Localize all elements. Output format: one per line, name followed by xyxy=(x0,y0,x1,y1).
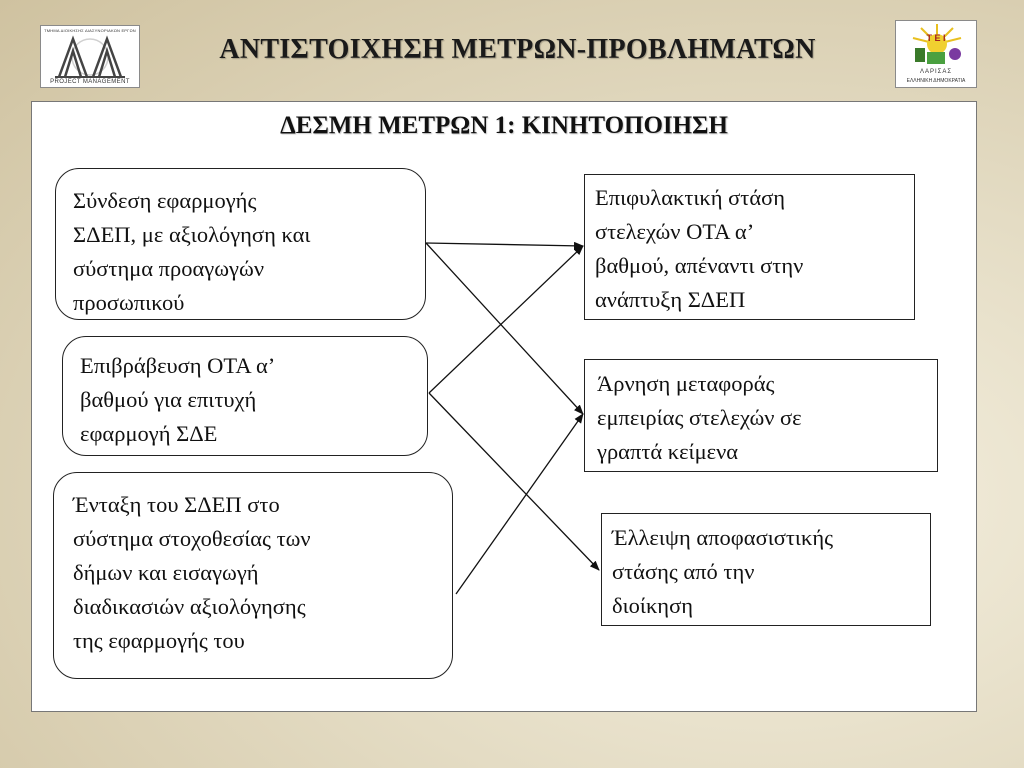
measure-box-3 xyxy=(53,472,453,679)
tei-larissa-logo xyxy=(895,20,977,88)
measure-2-line: βαθμού για επιτυχή xyxy=(80,387,257,412)
left-logo-top-text: ΤΜΗΜΑ ΔΙΟΙΚΗΣΗΣ ΔΙΑΣΥΝΟΡΙΑΚΩΝ ΕΡΓΩΝ xyxy=(44,28,136,33)
measure-3-line: διαδικασιών αξιολόγησης xyxy=(73,594,306,619)
problem-box-3 xyxy=(601,513,931,626)
problem-1-line: Επιφυλακτική στάση xyxy=(595,185,785,210)
measure-1-line: σύστημα προαγωγών xyxy=(73,256,264,281)
problem-box-1 xyxy=(584,174,915,320)
measure-1-line: ΣΔΕΠ, με αξιολόγηση και xyxy=(73,222,311,247)
problem-3-line: Έλλειψη αποφασιστικής xyxy=(612,525,834,550)
measure-2-line: Επιβράβευση ΟΤΑ α’ xyxy=(80,353,276,378)
panel-heading: ΔΕΣΜΗ ΜΕΤΡΩΝ 1: ΚΙΝΗΤΟΠΟΙΗΣΗ xyxy=(280,112,728,139)
measure-1-line: προσωπικού xyxy=(73,290,185,315)
measure-3-line: της εφαρμογής του xyxy=(73,628,245,653)
problem-2-line: γραπτά κείμενα xyxy=(597,439,739,464)
measure-3-line: δήμων και εισαγωγή xyxy=(73,560,259,585)
problem-1-line: βαθμού, απέναντι στην xyxy=(595,253,804,278)
problem-2-line: εμπειρίας στελεχών σε xyxy=(597,405,802,430)
problem-2-line: Άρνηση μεταφοράς xyxy=(597,371,775,396)
tei-initials: Τ Ε Ι xyxy=(926,33,946,43)
project-management-logo xyxy=(40,25,140,88)
measure-2-line: εφαρμογή ΣΔΕ xyxy=(80,421,218,446)
tei-caption: ΕΛΛΗΝΙΚΗ ΔΗΜΟΚΡΑΤΙΑ xyxy=(906,78,966,84)
problem-1-line: στελεχών ΟΤΑ α’ xyxy=(595,219,755,244)
measure-1-line: Σύνδεση εφαρμογής xyxy=(73,188,257,213)
measure-box-2 xyxy=(62,336,428,456)
problem-1-line: ανάπτυξη ΣΔΕΠ xyxy=(595,287,746,312)
measure-3-line: Ένταξη του ΣΔΕΠ στο xyxy=(73,492,280,517)
measure-box-1 xyxy=(55,168,426,320)
measure-3-line: σύστημα στοχοθεσίας των xyxy=(73,526,311,551)
problem-3-line: διοίκηση xyxy=(612,593,693,618)
tei-sun-emblem-icon xyxy=(897,22,977,68)
problem-3-line: στάσης από την xyxy=(612,559,755,584)
tei-city: ΛΑΡΙΣΑΣ xyxy=(919,69,953,75)
delta-delta-logo-icon xyxy=(41,33,139,81)
left-logo-caption: PROJECT MANAGEMENT xyxy=(50,79,130,85)
slide-title: ΑΝΤΙΣΤΟΙΧΗΣΗ ΜΕΤΡΩΝ-ΠΡΟΒΛΗΜΑΤΩΝ xyxy=(219,34,816,65)
problem-box-2 xyxy=(584,359,938,472)
